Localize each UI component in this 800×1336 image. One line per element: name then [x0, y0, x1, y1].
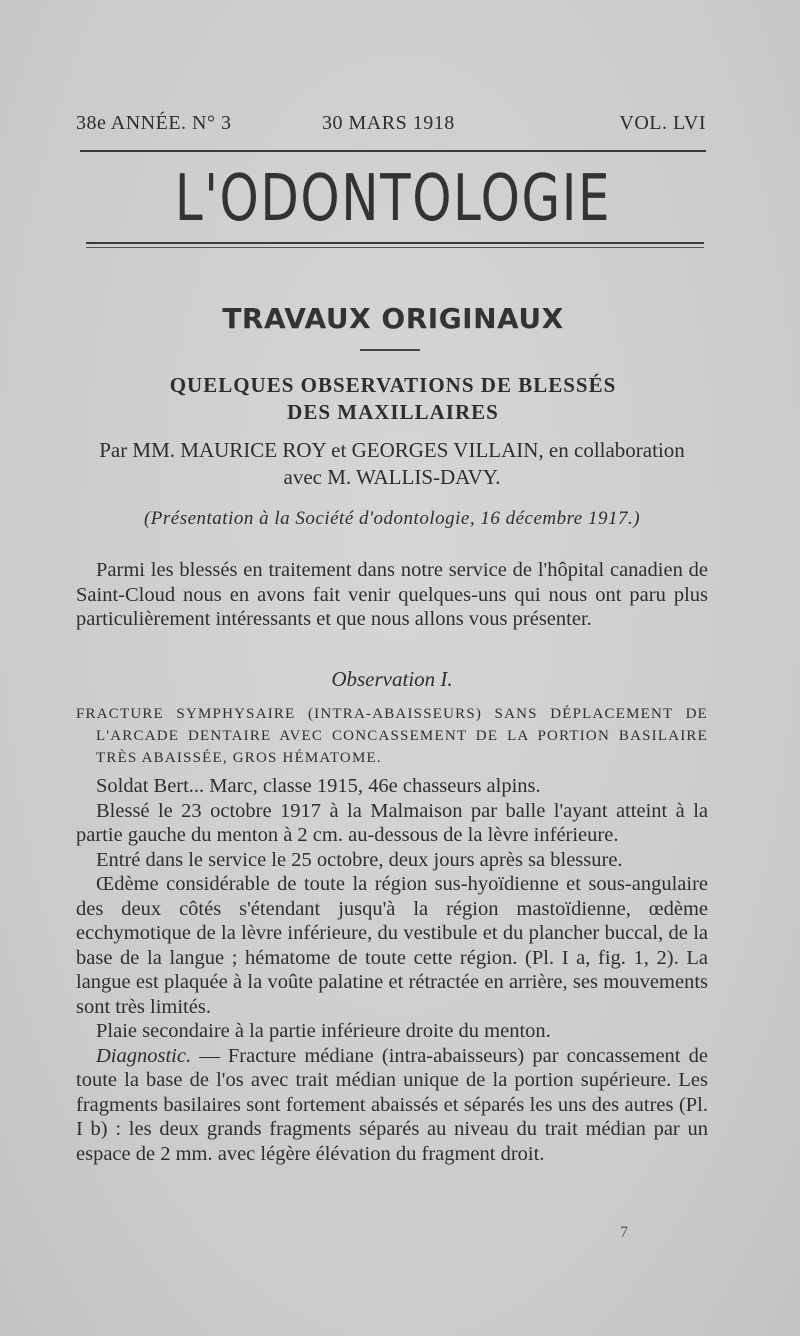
observation-body	[76, 774, 708, 1166]
observation-paragraph: Soldat Bert... Marc, classe 1915, 46e chasseurs alpins.	[96, 775, 541, 797]
observation-paragraph: Blessé le 23 octobre 1917 à la Malmaison par balle l'ayant atteint à la partie gauche du menton à 2 cm. au-dessous de la lèvre inférieure.	[76, 799, 708, 846]
diagnostic-text: — Fracture médiane (intra-abaisseurs) par concassement de toute la base de l'os avec trait médian unique de la portion supérieure. Les fragments basilaires sont fortement abaissés et séparés les uns des autres (Pl. I b) : les deux grands fragments séparés au niveau du trait médian par un espace de 2 mm. avec légère élévation du fragment droit.	[76, 1044, 708, 1165]
article-authors	[76, 437, 708, 491]
observation-paragraph: Œdème considérable de toute la région sus-hyoïdienne et sous-angulaire des deux côtés s'étendant jusqu'à la région mastoïdienne, œdème ecchymotique de la lèvre inférieure, du vestibule et du plancher buccal, de la base de la langue ; hématome de toute cette région. (Pl. I a, fig. 1, 2). La langue est plaquée à la voûte palatine et rétractée en arrière, ses mouvements sont très limités.	[76, 873, 708, 1018]
running-header	[76, 112, 706, 142]
journal-masthead: L'ODONTOLOGIE	[174, 162, 612, 236]
article-title-line-2: DES MAXILLAIRES	[287, 400, 499, 424]
volume-number: VOL. LVI	[619, 112, 706, 134]
article-title	[80, 372, 706, 426]
authors-line-2: avec M. WALLIS-DAVY.	[283, 465, 501, 489]
diagnostic-paragraph	[76, 1044, 708, 1167]
intro-paragraph: Parmi les blessés en traitement dans notre service de l'hôpital canadien de Saint-Cloud nous en avons fait venir quelques-uns qui nous ont paru plus particulièrement intéressants et que nous allons vous présenter.	[76, 559, 708, 630]
section-title: TRAVAUX ORIGINAUX	[222, 302, 564, 335]
header-rule	[80, 150, 706, 152]
masthead-rule	[86, 242, 704, 244]
section-divider	[360, 349, 420, 351]
issue-date: 30 MARS 1918	[322, 112, 455, 134]
masthead-rule-thin	[86, 247, 704, 248]
observation-heading: FRACTURE SYMPHYSAIRE (INTRA-ABAISSEURS) SANS DÉPLACEMENT DE L'ARCADE DENTAIRE AVEC CONCASSEMENT DE LA PORTION BASILAIRE TRÈS ABAISSÉE, GROS HÉMATOME.	[76, 706, 708, 766]
observation-paragraph: Entré dans le service le 25 octobre, deux jours après sa blessure.	[96, 848, 623, 871]
observation-paragraph: Plaie secondaire à la partie inférieure droite du menton.	[96, 1020, 551, 1042]
issue-number: 38e ANNÉE. N° 3	[76, 112, 232, 134]
article-title-line-1: QUELQUES OBSERVATIONS DE BLESSÉS	[169, 373, 617, 397]
authors-line-1: Par MM. MAURICE ROY et GEORGES VILLAIN, en collaboration	[99, 438, 685, 462]
page-number: 7	[620, 1224, 628, 1241]
diagnostic-label: Diagnostic.	[96, 1044, 192, 1067]
presentation-note: (Présentation à la Société d'odontologie, 16 décembre 1917.)	[143, 508, 641, 529]
observation-title: Observation I.	[331, 667, 453, 691]
